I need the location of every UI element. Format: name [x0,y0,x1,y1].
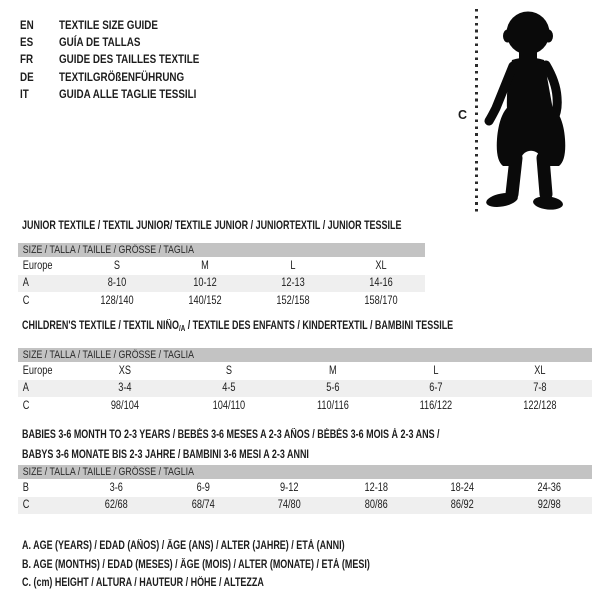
row-label: C [22,294,30,307]
size-cell: 7-8 [533,382,547,395]
table-row [18,362,592,380]
table-row [18,479,592,497]
section-title-part: CHILDREN'S TEXTILE / TEXTIL NIÑO [22,320,179,332]
size-cell: 3-6 [109,481,123,494]
size-cell: 68/74 [191,499,215,512]
size-cell: 8-10 [107,277,127,290]
size-cell: 12-18 [363,481,388,494]
size-cell: 10-12 [193,277,217,290]
toddler-silhouette [484,8,578,210]
size-cell: 5-6 [325,382,340,395]
size-cell: 152/158 [276,294,310,307]
table-row [18,380,592,398]
section-title [22,320,467,335]
size-cell: 4-5 [222,382,236,395]
section-title: JUNIOR TEXTILE / TEXTIL JUNIOR/ TEXTILE JUNIOR / JUNIORTEXTIL / JUNIOR TESSILE [22,220,402,232]
size-cell: S [113,259,121,272]
size-cell: M [328,364,337,377]
section-babies-textile [18,426,592,514]
size-table [18,257,425,310]
language-title: GUIDA ALLE TAGLIE TESSILI [59,87,197,102]
table-row [18,257,425,275]
section-title-line: BABIES 3-6 MONTH TO 2-3 YEARS / BEBÉS 3-6 MESES A 2-3 AÑOS / BÉBÉS 3-6 MOIS À 2-3 ANS / [22,429,440,441]
table-row [18,292,425,310]
language-list [20,16,230,103]
row-label: A [22,382,29,395]
size-cell: 12-13 [281,277,305,290]
row-label: Europe [22,364,53,377]
size-header-label: SIZE / TALLA / TAILLE / GRÖSSE / TAGLIA [22,349,194,361]
footnote-c: C. (cm) HEIGHT / ALTURA / HAUTEUR / HÖHE / ALTEZZA [22,577,264,589]
section-junior-textile [18,220,425,310]
table-row [18,275,425,293]
size-cell: 6-7 [429,382,443,395]
size-cell: 86/92 [450,499,474,512]
size-cell: M [201,259,209,272]
language-code: EN [20,17,34,32]
footnote-b: B. AGE (MONTHS) / EDAD (MESES) / ÂGE (MOIS) / ALTER (MONATE) / ETÀ (MESI) [22,558,370,571]
height-measure-dotted-line [475,9,478,212]
table-row [18,397,592,415]
section-title-part: / TEXTILE DES ENFANTS / KINDERTEXTIL / BAMBINI TESSILE [185,320,454,332]
size-cell: 24-36 [536,481,561,494]
language-title: GUÍA DE TALLAS [59,35,141,50]
language-title: GUIDE DES TAILLES TEXTILE [59,52,200,67]
section-childrens-textile [18,320,592,415]
size-cell: 158/170 [364,294,398,307]
row-label: Europe [22,259,53,272]
size-cell: 6-9 [196,481,210,494]
footnotes [22,537,468,593]
size-header-bar [18,243,425,257]
size-cell: 18-24 [450,481,475,494]
size-header-label: SIZE / TALLA / TAILLE / GRÖSSE / TAGLIA [22,466,194,478]
size-cell: 74/80 [277,499,301,512]
size-cell: 140/152 [188,294,222,307]
language-title: TEXTILE SIZE GUIDE [59,17,158,32]
size-cell: L [433,364,439,377]
size-cell: 9-12 [280,481,299,494]
size-cell: XL [534,364,546,377]
size-cell: 62/68 [104,499,128,512]
language-row [20,51,230,68]
size-cell: 92/98 [537,499,561,512]
language-row [20,33,230,50]
size-cell: XS [118,364,132,377]
size-header-bar [18,348,592,362]
size-cell: 116/122 [419,399,453,412]
language-code: DE [20,69,34,84]
size-header-bar [18,465,592,479]
size-table [18,479,592,514]
height-measure-label: C [458,108,468,122]
size-table [18,362,592,415]
size-cell: 98/104 [110,399,139,412]
size-cell: 80/86 [364,499,388,512]
language-title: TEXTILGRÖßENFÜHRUNG [59,69,185,84]
language-code: IT [20,87,29,102]
language-code: ES [20,35,34,50]
size-cell: XL [375,259,387,272]
size-cell: S [225,364,232,377]
size-cell: 104/110 [212,399,245,412]
size-header-label: SIZE / TALLA / TAILLE / GRÖSSE / TAGLIA [22,244,194,256]
size-cell: 14-16 [369,277,393,290]
size-cell: 3-4 [118,382,132,395]
language-row [20,16,230,33]
size-cell: 110/116 [316,399,349,412]
table-row [18,497,592,515]
size-cell: L [290,259,296,272]
size-cell: 122/128 [523,399,557,412]
section-title-subscript: /A [178,324,186,333]
language-row [20,86,230,103]
row-label: C [22,499,30,512]
section-title-line: BABYS 3-6 MONATE BIS 2-3 JAHRE / BAMBINI 3-6 MESI A 2-3 ANNI [22,448,309,461]
row-label: C [22,399,30,412]
footnote-a: A. AGE (YEARS) / EDAD (AÑOS) / ÂGE (ANS) / ALTER (JAHRE) / ETÀ (ANNI) [22,540,345,552]
row-label: B [22,481,29,494]
language-code: FR [20,52,34,67]
row-label: A [22,277,29,290]
language-row [20,68,230,85]
size-cell: 128/140 [100,294,134,307]
